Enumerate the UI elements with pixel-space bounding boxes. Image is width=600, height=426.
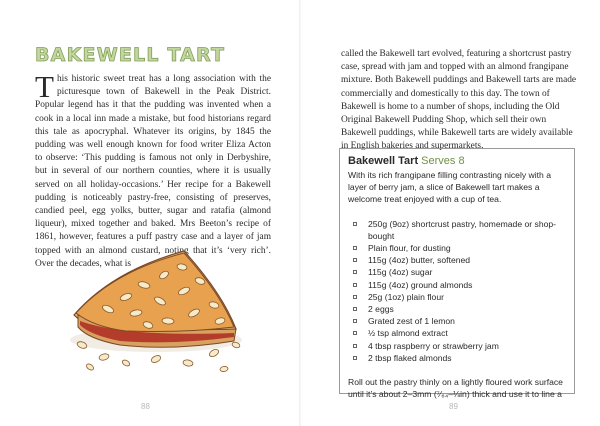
ingredient-text: 115g (4oz) ground almonds bbox=[368, 279, 473, 290]
page-title: BAKEWELL TART bbox=[35, 44, 226, 66]
ingredient-item bbox=[348, 327, 566, 339]
ingredient-text: Plain flour, for dusting bbox=[368, 243, 451, 254]
page-number: 88 bbox=[141, 402, 150, 411]
ingredient-text: 115g (4oz) sugar bbox=[368, 267, 433, 278]
drop-cap: T bbox=[35, 69, 54, 104]
ingredient-text: 250g (9oz) shortcrust pastry, homemade or shop-bought bbox=[368, 218, 557, 241]
ingredient-text: 25g (1oz) plain flour bbox=[368, 291, 444, 302]
ingredient-list bbox=[348, 218, 566, 364]
recipe-heading bbox=[348, 155, 566, 167]
ingredient-text: Grated zest of 1 lemon bbox=[368, 316, 455, 327]
recipe-serves: Serves 8 bbox=[421, 155, 465, 167]
ingredient-text: 4 tbsp raspberry or strawberry jam bbox=[368, 340, 499, 351]
ingredient-text: 2 tbsp flaked almonds bbox=[368, 352, 452, 363]
square-bullet-icon bbox=[353, 344, 357, 348]
square-bullet-icon bbox=[353, 319, 357, 323]
square-bullet-icon bbox=[353, 270, 357, 274]
recipe-title: Bakewell Tart bbox=[348, 155, 419, 167]
ingredient-text: 2 eggs bbox=[368, 304, 394, 315]
right-page bbox=[301, 0, 600, 426]
ingredient-item bbox=[348, 279, 566, 291]
ingredient-item bbox=[348, 254, 566, 266]
recipe-box bbox=[339, 148, 575, 400]
recipe-intro: With its rich frangipane filling contrasting nicely with a layer of berry jam, a slice of Bakewell tart makes a welcome treat enjoyed with a cup of tea. bbox=[348, 170, 551, 205]
ingredient-item bbox=[348, 291, 566, 303]
square-bullet-icon bbox=[353, 258, 357, 262]
ingredient-text: ½ tsp almond extract bbox=[368, 328, 448, 339]
history-body: his historic sweet treat has a long association with the picturesque town of Bakewell in the Peak District. Popular legend has it that the pudding was invented when a cook in a local inn made a mistake, but food historians regard this tale as apocryphal. Whatever its origins, by 1845 the pudding was well enough known for food writer Eliza Acton to observe: ‘This pudding is famous not only in Derbyshire, but in several of our northern counties, where it is usually served on all holiday-occasions.’ Her recipe for a Bakewell pudding is noticeably pastry-free, consisting of preserves, candied peel, egg yolks, butter, sugar and ratafia (almond liqueur), mixed together and baked. Mrs Beeton’s recipe of 1861, however, features a puff pastry case and a layer of jam topped with an almond custard, noting that it’s ‘very rich’. Over the decades, what is bbox=[35, 74, 271, 269]
square-bullet-icon bbox=[353, 331, 357, 335]
square-bullet-icon bbox=[353, 295, 357, 299]
square-bullet-icon bbox=[353, 222, 357, 226]
square-bullet-icon bbox=[353, 356, 357, 360]
ingredient-item bbox=[348, 303, 566, 315]
ingredient-item bbox=[348, 340, 566, 352]
ingredient-item bbox=[348, 315, 566, 327]
ingredient-item bbox=[348, 242, 566, 254]
left-page bbox=[0, 0, 299, 426]
square-bullet-icon bbox=[353, 307, 357, 311]
square-bullet-icon bbox=[353, 283, 357, 287]
page-number: 89 bbox=[449, 402, 458, 411]
ingredient-text: 115g (4oz) butter, softened bbox=[368, 255, 471, 266]
ingredient-item bbox=[348, 218, 566, 242]
ingredient-item bbox=[348, 352, 566, 364]
history-text bbox=[35, 69, 271, 271]
square-bullet-icon bbox=[353, 246, 357, 250]
ingredient-item bbox=[348, 266, 566, 278]
history-continued-text: called the Bakewell tart evolved, featuring a shortcrust pastry case, spread with jam and topped with an almond frangipane mixture. Both Bakewell puddings and Bakewell tarts are made commercially and domestically to this day. The town of Bakewell is home to a number of shops, including the Old Original Bakewell Pudding Shop, which sell their own Bakewell puddings, while Bakewell tarts are widely available in English bakeries and supermarkets. bbox=[341, 49, 577, 152]
tart-slice-illustration bbox=[64, 245, 250, 375]
recipe-method: Roll out the pastry thinly on a lightly floured work surface until it’s about 2–3mm (⁷⁄₆₄–⅛in) thick and use it to line a bbox=[348, 377, 563, 400]
